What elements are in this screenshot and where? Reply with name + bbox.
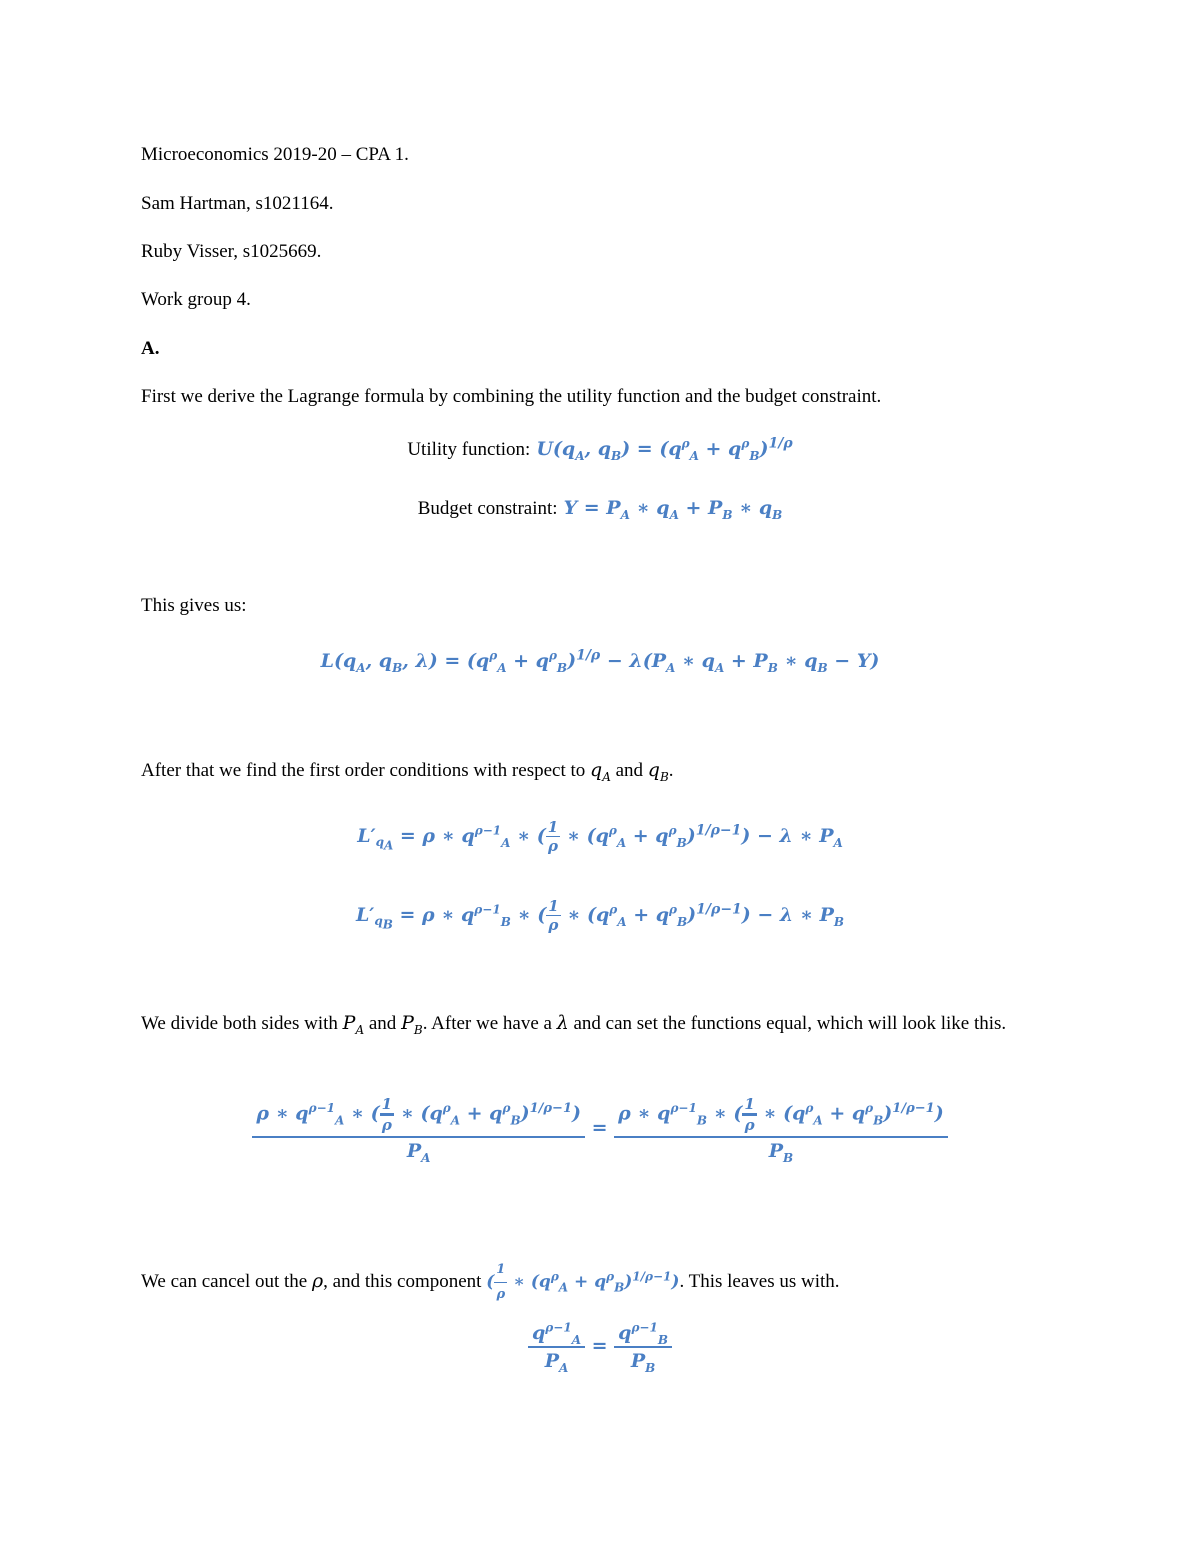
final-fraction-right: $\frac{q^{\rho-1}_B}{P_B}$ <box>614 1322 672 1372</box>
section-heading: A. <box>141 338 160 359</box>
final-fraction-left: $\frac{q^{\rho-1}_A}{P_A}$ <box>528 1322 585 1372</box>
budget-equation: Budget constraint: $Y = P_A$ ∗ $q_A + P_B$ ∗ $q_B$ <box>417 497 783 522</box>
author-line-2: Ruby Visser, s1025669. <box>141 241 322 262</box>
divide-text-2: . After we have a <box>422 1013 552 1034</box>
foc-paragraph: After that we find the first order conditions with respect to $q_A$ and $q_B$. <box>141 759 674 784</box>
work-group-line: Work group 4. <box>141 289 251 310</box>
cancel-text-3: . This leaves us with. <box>679 1271 840 1292</box>
foc-equation-b: $L'_{q_B} = \rho$ ∗ $q^{\rho-1}_B$ ∗ ( $\frac{1}{\rho}$ ∗ $(q^\rho_A + q^\rho_B)^{1/\rho-1}) - \lambda$ ∗ $P_B$ <box>355 897 845 934</box>
divide-and: and <box>368 1013 397 1034</box>
author-line-1: Sam Hartman, s1021164. <box>141 193 334 214</box>
cancel-text-2: , and this component <box>323 1271 482 1292</box>
fraction-right: ρ ∗ $q^{\rho-1}_B$ ∗ ( $\frac{1}{\rho}$ ∗ $(q^\rho_A + q^\rho_B)^{1/\rho-1}$) $P_B$ <box>614 1095 948 1162</box>
fraction-left: ρ ∗ $q^{\rho-1}_A$ ∗ ( $\frac{1}{\rho}$ ∗ $(q^\rho_A + q^\rho_B)^{1/\rho-1}$) $P_A$ <box>252 1095 585 1162</box>
utility-equation: Utility function: $U(q_A$, $q_B) = (q^\rho_A + q^\rho_B)^{1/\rho}$ <box>407 435 793 463</box>
intro-paragraph: First we derive the Lagrange formula by combining the utility function and the budget constraint. <box>141 386 882 407</box>
cancel-paragraph: We can cancel out the ρ, and this component ( $\frac{1}{\rho}$ ∗ $(q^\rho_A + q^\rho_B)^{1/\rho-1}$). This leaves us with. <box>141 1258 840 1307</box>
foc-text: After that we find the first order conditions with respect to <box>141 760 586 781</box>
divide-paragraph: We divide both sides with $P_A$ and $P_B$. After we have a λ and can set the functions equal, which will look like this. <box>141 1012 1007 1037</box>
cancel-text-1: We can cancel out the <box>141 1271 308 1292</box>
foc-and: and <box>615 760 644 781</box>
lagrangian-equation: $L(q_A$, $q_B$, $\lambda) = (q^\rho_A + q^\rho_B)^{1/\rho} - \lambda(P_A$ ∗ $q_A + P_B$ ∗ $q_B - Y$) <box>320 647 880 675</box>
divide-text-3: and can set the functions equal, which will look like this. <box>573 1013 1007 1034</box>
divide-text-1: We divide both sides with <box>141 1013 338 1034</box>
equal-ratio-equation: ρ ∗ $q^{\rho-1}_A$ ∗ ( $\frac{1}{\rho}$ ∗ $(q^\rho_A + q^\rho_B)^{1/\rho-1}$) $P_A$ = ρ ∗ $q^{\rho-1}_B$ ∗ ( $\frac{1}{\rho}$ ∗ $(q^\rho_A + q^\rho_B)^{1/\rho-1}$) $P_B$ <box>0 1095 1200 1162</box>
foc-equation-a: $L'_{q_A} = \rho$ ∗ $q^{\rho-1}_A$ ∗ ( $\frac{1}{\rho}$ ∗ $(q^\rho_A + q^\rho_B)^{1/\rho-1}) - \lambda$ ∗ $P_A$ <box>357 818 843 855</box>
document-title: Microeconomics 2019-20 – CPA 1. <box>141 144 409 165</box>
final-equation: $\frac{q^{\rho-1}_A}{P_A}$ = $\frac{q^{\rho-1}_B}{P_B}$ <box>0 1322 1200 1372</box>
budget-label: Budget constraint: <box>417 498 558 519</box>
utility-label: Utility function: <box>407 439 531 460</box>
gives-text: This gives us: <box>141 595 247 616</box>
